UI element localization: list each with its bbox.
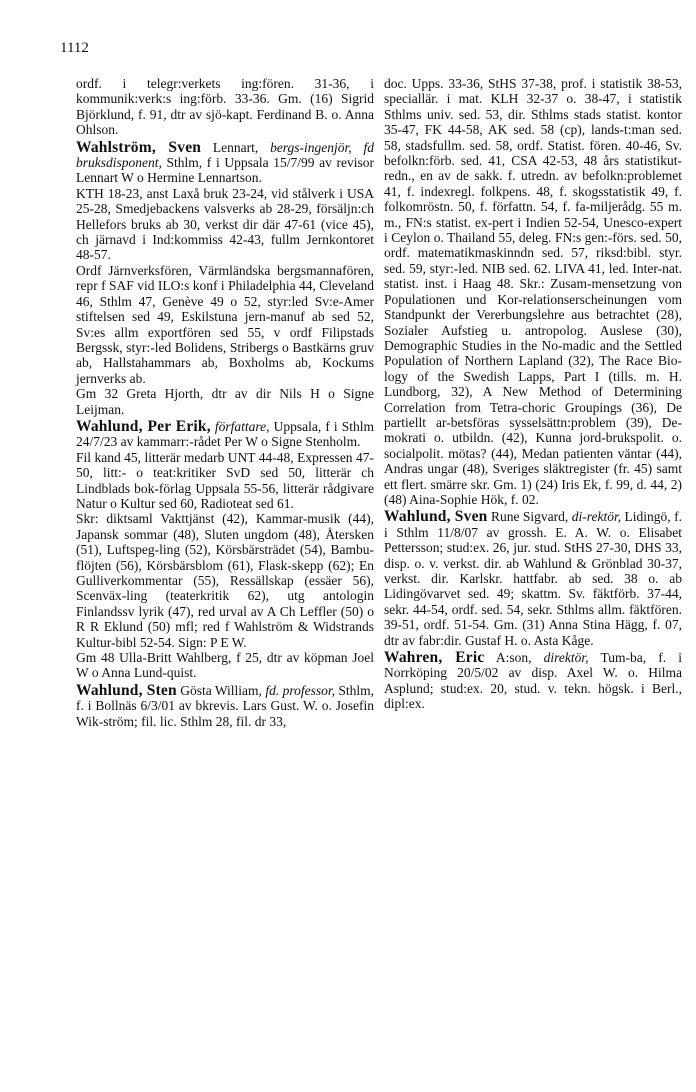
entry-body: Uppsala, f i Sthlm 24/7/23 av kammarr:-rådet Per W o Signe Stenholm. [76,418,375,450]
entry-wahlund-sven [384,509,682,648]
page-number: 1112 [60,40,89,56]
entry-headword: Wahlström, Sven [76,138,202,156]
entry-title: författare, [214,418,270,434]
entry-given-names: Rune Sigvard, [487,509,572,525]
entry-headword: Wahlund, Sven [384,508,488,526]
entry-wahren-eric [384,650,682,712]
entry-headword: Wahlund, Per Erik, [76,417,211,435]
entry-wahlstrom-sven [76,140,374,186]
entry-given-names: A:son, [484,650,544,666]
left-column [76,76,374,729]
entry-title: fd. professor, [265,682,335,698]
entry-wahlund-sten [76,683,374,729]
entry-body: Sthlm, f. i Bollnäs 6/3/01 av bkrevis. Lars Gust. W. o. Josefin Wik-ström; fil. lic. Sthlm 28, fil. dr 33, [76,682,374,729]
entry-headword: Wahlund, Sten [76,681,177,699]
entry-title: direktör, [543,650,589,666]
entry-continuation: ordf. i telegr:verkets ing:fören. 31-36, i kommunik:verk:s ing:förb. 33-36. Gm. (16) Sigrid Björklund, f. 91, dtr av sjö-kapt. Ferdinand B. o. Anna Ohlson. [76,76,374,138]
entry-body: Lidingö, f. i Sthlm 11/8/07 av grossh. E. A. W. o. Elisabet Pettersson; stud:ex. 26, jur. stud. StHS 27-30, DHS 33, disp. o. v. verkst. dir. ab Wahlund & Grönblad 30-37, verkst. dir. Karlskr. hattfabr. ab sed. 38 o. ab Lidingövarvet sed. 49; skattm. Sv. fäktförb. 37-44, sekr. 44-54, ordf. sed. 54, sekr. Sthlms allm. fäktfören. 39-51, ordf. 51-54. Gm. (31) Anna Stina Hägg, f. 07, dtr av fabr:dir. Gustaf H. o. Asta Kåge. [384,509,682,648]
entry-marriage: Gm 48 Ulla-Britt Wahlberg, f 25, dtr av köpman Joel W o Anna Lund-quist. [76,650,374,681]
right-column [384,76,682,712]
entry-career: KTH 18-23, anst Laxå bruk 23-24, vid stålverk i USA 25-28, Smedjebackens valsverks ab 28-29, försäljn:ch Hellefors bruks ab 30, verkst dir där 47-61 (vice 45), ch järnavd i Ind:kommiss 42-43, fullm Jernkontoret 48-57. [76,185,374,263]
entry-marriage: Gm 32 Greta Hjorth, dtr av dir Nils H o Signe Leijman. [76,386,374,417]
entry-offices: Ordf Järnverksfören, Värmländska bergsmannafören, repr f SAF vid ILO:s konf i Philadelphia 44, Cleveland 46, Sthlm 47, Genève 49 o 52, styr:led Sv:e-Amer stiftelsen sed 49, Eskilstuna jern-manuf ab sed 52, Sv:es allm exportfören sed 55, v ordf Filipstads Bergssk, styr:-led Bolidens, Stribergs o Bastkärns gruv ab, Hallstahammars ab, Boxholms ab, Kockums jernverks ab. [76,262,374,386]
entry-career: Fil kand 45, litterär medarb UNT 44-48, Expressen 47-50, litt:- o teat:kritiker SvD sed 50, litterär ch Lindblads bok-förlag Uppsala 55-56, litterär rådgivare Natur o Kultur sed 60, Radioteat sed 61. [76,449,374,511]
entry-given-names: Lennart, [201,139,271,155]
entry-title: di-rektör, [571,509,622,525]
entry-body: Sthlm, f i Uppsala 15/7/99 av revisor Lennart W o Hermine Lennartson. [76,155,374,186]
entry-writings: Skr: diktsaml Vakttjänst (42), Kammar-musik (44), Japansk sommar (48), Sluten ungdom (48), Återsken (51), Luftspeg-ling (52), Körsbärsträdet (54), Bambu-flöjten (56), Körsbärsblom (61), Flask-skepp (62); En Gulliverkommentar (55), Ressällskap (essäer 56), Scenväx-ling (teaterkritik 62), utg antologin Finlandssv lyrik (47), red urval av A Ch Leffler (50) o R R Eklund (50) mfl; red f Wahlström & Widstrands Kultur-bibl 52-54. Sign: P E W. [76,511,374,650]
entry-wahlund-per-erik [76,419,374,450]
entry-headword: Wahren, Eric [384,649,485,667]
entry-body: Tum-ba, f. i Norrköping 20/5/02 av disp. Axel W. o. Hilma Asplund; stud:ex. 20, stud. v. tekn. högsk. i Berl., dipl:ex. [384,650,683,712]
entry-given-names: Gösta William, [176,682,266,698]
entry-continuation: doc. Upps. 33-36, StHS 37-38, prof. i statistik 38-53, speciallär. i mat. KLH 32-37 o. 38-47, i statistik Sthlms univ. sed. 53, dir. Sthlms stads statist. kontor 35-47, FK 44-58, AK sed. 58 (cp), lands-t:man sed. 58, stadsfullm. sed. 58, ordf. Statist. fören. 40-46, Sv. befolkn:förb. sed. 41, CSA 42-53, 48 års statistikut-redn., en av de sakk. f. utredn. av befolkn:problemet 41, f. indexregl. folkpens. 48, f. skogsstatistik 49, f. folkomröstn. 50, f. författn. 54, f. fa-miljerådg. 55 m. m., FN:s statist. ex-pert i Indien 52-54, Unesco-expert i Ceylon o. Thailand 55, deleg. FN:s gen:-förs. sed. 50, ordf. matematikmaskinndn sed. 57, riksd:bibl. styr. sed. 59, styr:-led. NIB sed. 62. LIVA 41, led. Inter-nat. statist. inst. i Haag 48. Skr.: Zusam-mensetzung von Populationen und Kor-relationserscheinungen vom Standpunkt der Vererbungslehre aus betrachtet (28), Sozialer Aufstieg u. antropolog. Auslese (30), Demographic Studies in the No-madic and the Settled Population of Northern Lapland (32), The Race Bio-logy of the Swedish Lapps, Part I (tills. m. H. Lundborg, 32), A New Method of Determining Correlation from Tetra-choric Groupings (36), De partiellt ar-betsföras sysselsättn:problem (39), De-mokrati o. utbildn. (42), Kunna jord-brukspolit. o. socialpolit. mötas? (44), Medan patienten väntar (44), Andras ungar (48), Sveriges släktregister (fr. 45) samt ett flert. smärre skr. Gm. 1) (24) Iris Ek, f. 99, d. 44, 2) (48) Aina-Sophie Hök, f. 02. [384,76,682,507]
entry-title: bergs-ingenjör, fd bruksdisponent, [76,139,374,171]
